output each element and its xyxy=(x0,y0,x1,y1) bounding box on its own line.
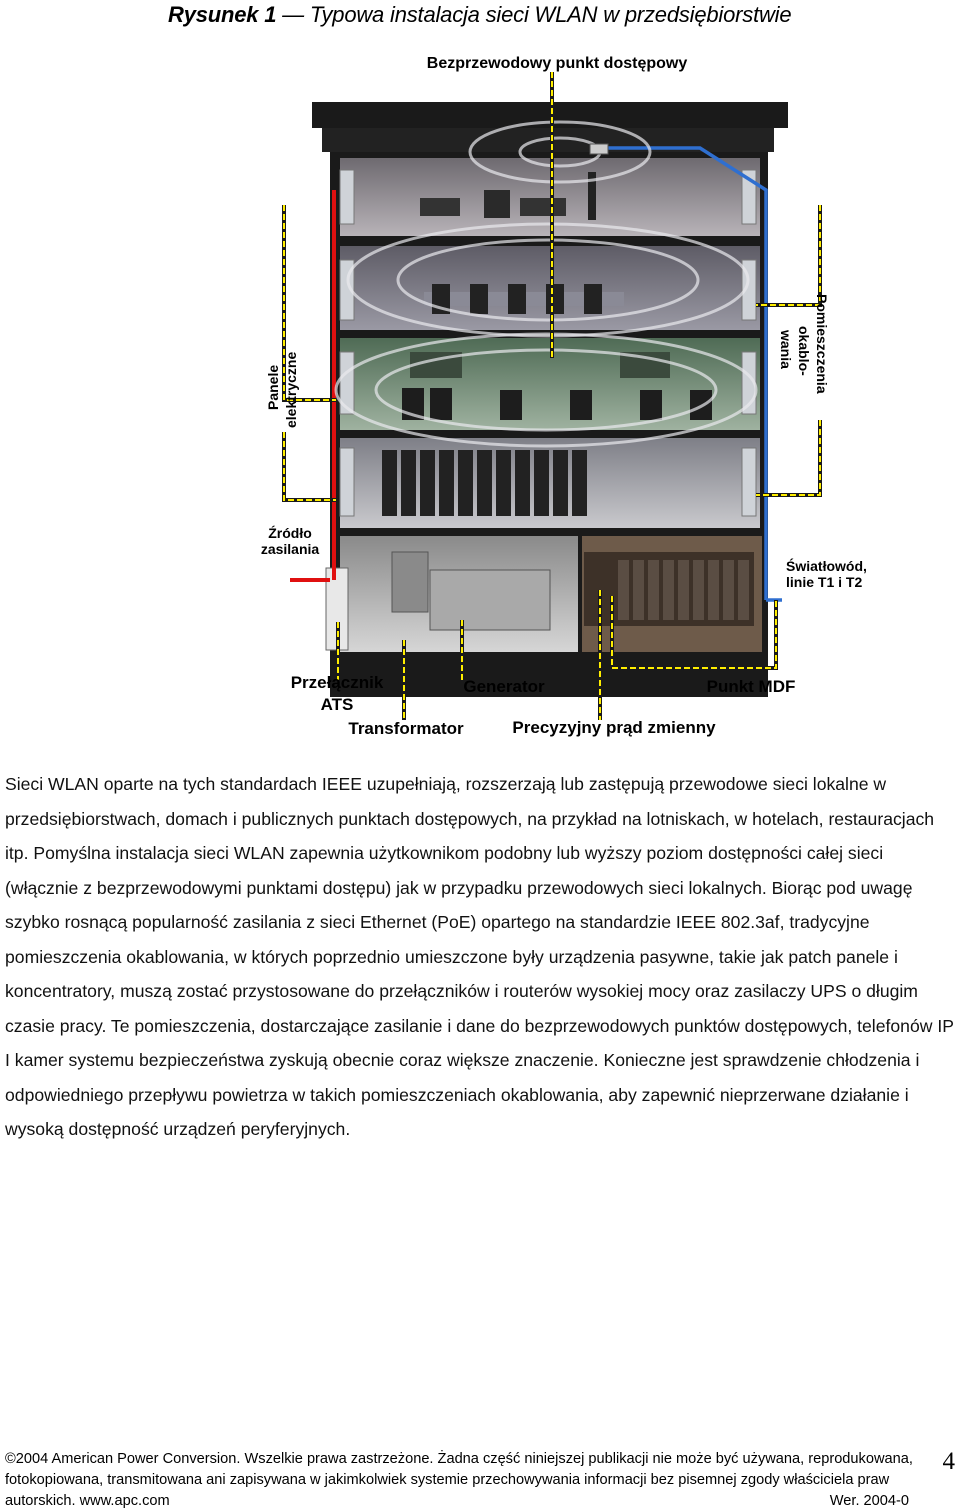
access-point-icon xyxy=(590,144,608,154)
version-label: Wer. 2004-0 xyxy=(829,1493,909,1509)
building-diagram xyxy=(0,40,960,750)
label-power-source-1: Źródło xyxy=(268,525,312,541)
mdf-rack xyxy=(738,560,749,620)
label-wiring-closets-2: okablo- xyxy=(796,326,812,376)
figure-caption xyxy=(168,2,791,28)
label-wiring-closets-3: wania xyxy=(778,330,794,369)
mdf-rack xyxy=(693,560,704,620)
label-precision-ac: Precyzyjny prąd zmienny xyxy=(512,718,716,737)
server-rack xyxy=(553,450,568,516)
server-rack xyxy=(458,450,473,516)
figure-caption-lead: Rysunek 1 xyxy=(168,2,277,27)
page-footer xyxy=(5,1449,955,1512)
label-fiber-2: linie T1 i T2 xyxy=(786,574,863,590)
label-wiring-closets-1: Pomieszczenia xyxy=(814,294,830,394)
mdf-rack xyxy=(678,560,689,620)
server-rack xyxy=(515,450,530,516)
label-electrical-panels-2: elektryczne xyxy=(283,351,299,428)
label-electrical-panels-1: Panele xyxy=(265,364,281,410)
label-power-source-2: zasilania xyxy=(260,541,320,557)
mdf-rack xyxy=(723,560,734,620)
label-fiber-1: Światłowód, xyxy=(786,558,867,574)
server-rack xyxy=(572,450,587,516)
body-paragraph: Sieci WLAN oparte na tych standardach IEEE uzupełniają, rozszerzają lub zastępują przewodowe sieci lokalne w przedsiębiorstwach, domach i publicznych punktach dostępowych, na przykład na lotniskach, w hotelach, restauracjach itp. Pomyślna instalacja sieci WLAN zapewnia użytkownikom podobny lub wyższy poziom dostępności całej sieci (włącznie z bezprzewodowymi punktami dostępu) jak w przypadku przewodowych sieci lokalnych. Biorąc pod uwagę szybko rosnącą popularność zasilania z sieci Ethernet (PoE) opartego na standardzie IEEE 802.3af, tradycyjne pomieszczenia okablowania, w których poprzednio umieszczone były urządzenia pasywne, takie jak patch panele i koncentratory, muszą zostać przystosowane do przełączników i routerów wysokiej mocy oraz zasilaczy UPS o długim czasie pracy. Te pomieszczenia, dostarczające zasilanie i dane do bezprzewodowych punktów dostępowych, telefonów IP I kamer systemu bezpieczeństwa zyskują obecnie coraz większe znaczenie. Konieczne jest sprawdzenie chłodzenia i odpowiedniego przepływu powietrza w takich pomieszczeniach okablowania, aby zapewnić nieprzerwane działanie i wysoką dostępność urządzeń peryferyjnych. xyxy=(5,774,954,1139)
copyright-notice: ©2004 American Power Conversion. Wszelkie prawa zastrzeżone. Żadna część niniejszej publikacji nie może być używana, reprodukowana, fotokopiowana, transmitowana ani zapisywana w jakimkolwiek systemie przechowywania informacji bez pisemnej zgody właściciela praw autorskich. www.apc.com xyxy=(5,1451,913,1509)
mdf-rack xyxy=(618,560,629,620)
mdf-rack xyxy=(663,560,674,620)
label-transformer: Transformator xyxy=(348,719,464,738)
figure-caption-text: Typowa instalacja sieci WLAN w przedsiębiorstwie xyxy=(309,2,792,27)
server-rack xyxy=(439,450,454,516)
server-rack xyxy=(496,450,511,516)
label-ats-2: ATS xyxy=(320,695,354,714)
label-access-point: Bezprzewodowy punkt dostępowy xyxy=(426,55,688,72)
mdf-rack xyxy=(708,560,719,620)
floor-server-room xyxy=(340,438,760,528)
basement xyxy=(326,536,762,652)
server-rack xyxy=(534,450,549,516)
label-generator: Generator xyxy=(463,677,545,696)
page-number: 4 xyxy=(942,1448,955,1475)
label-mdf: Punkt MDF xyxy=(706,677,796,696)
mdf-rack xyxy=(633,560,644,620)
figure-caption-dash: — xyxy=(276,2,310,27)
mdf-rack xyxy=(648,560,659,620)
server-rack xyxy=(382,450,397,516)
server-rack xyxy=(401,450,416,516)
server-rack xyxy=(477,450,492,516)
label-ats-1: Przełącznik xyxy=(290,673,384,692)
server-rack xyxy=(420,450,435,516)
